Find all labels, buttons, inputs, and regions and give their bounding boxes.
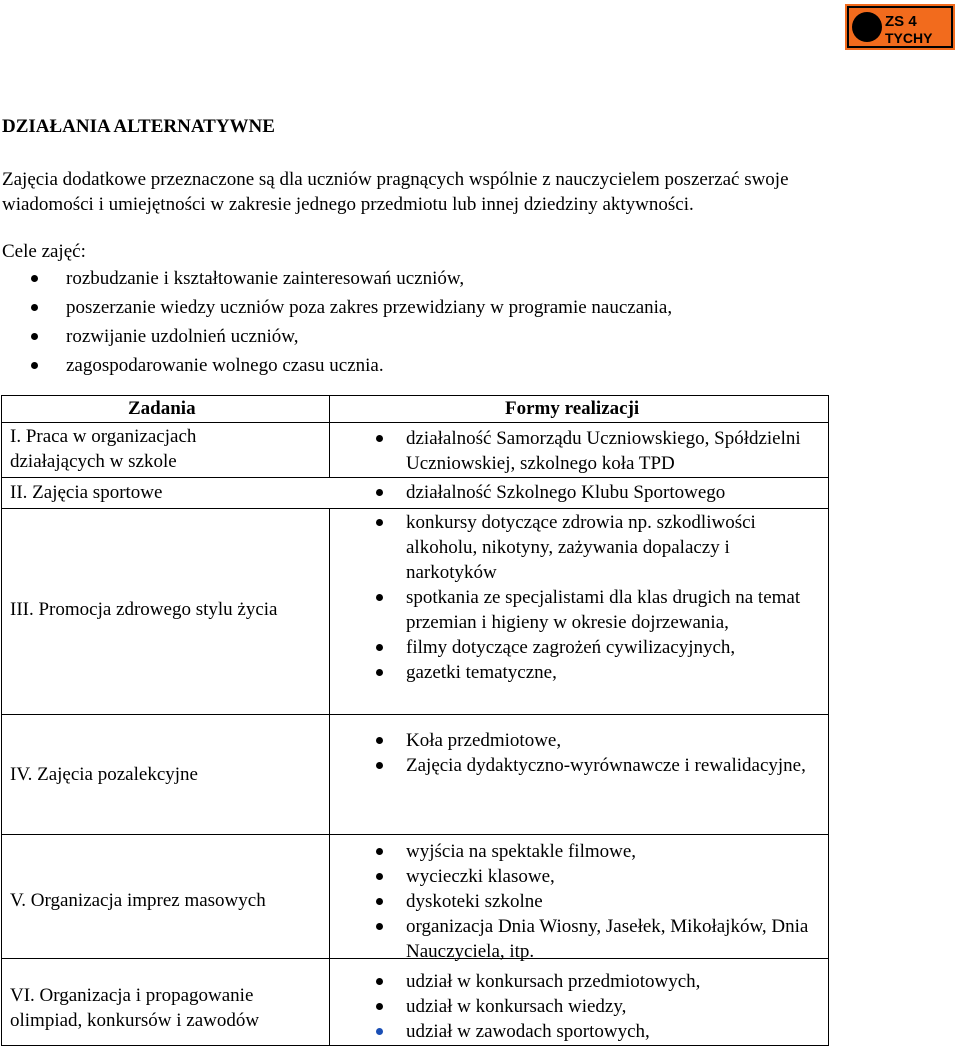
goal-item: poszerzanie wiedzy uczniów poza zakres przewidziany w programie nauczania, (0, 293, 672, 322)
school-logo (845, 4, 955, 50)
task-cell: II. Zajęcia sportowe (10, 482, 163, 503)
bullet-icon (376, 978, 383, 985)
form-item: działalność Szkolnego Klubu Sportowego (370, 480, 820, 505)
row-divider (2, 714, 828, 715)
form-item: dyskoteki szkolne (370, 889, 820, 914)
forms-list (370, 728, 810, 778)
goals-title: Cele zajęć: (2, 241, 86, 262)
goal-item: rozwijanie uzdolnień uczniów, (0, 322, 672, 351)
bullet-icon (376, 435, 383, 442)
col-divider (329, 508, 330, 1046)
task-cell: VI. Organizacja i propagowanie olimpiad, konkursów i zawodów (10, 985, 260, 1031)
form-item: spotkania ze specjalistami dla klas drugich na temat przemian i higieny w okresie dojrzewania, (370, 585, 810, 635)
goal-item: zagospodarowanie wolnego czasu ucznia. (0, 351, 672, 380)
bullet-icon (376, 873, 383, 880)
bullet-icon (376, 644, 383, 651)
bullet-icon (376, 737, 383, 744)
logo-text-top: ZS 4 (885, 13, 917, 30)
bullet-icon (31, 304, 38, 311)
forms-list (370, 510, 810, 685)
task-cell: IV. Zajęcia pozalekcyjne (10, 764, 198, 785)
logo-text-bottom: TYCHY (885, 30, 933, 46)
goal-item: rozbudzanie i kształtowanie zainteresowań uczniów, (0, 264, 672, 293)
form-item: wyjścia na spektakle filmowe, (370, 839, 820, 864)
bullet-icon (31, 275, 38, 282)
row-divider (2, 422, 828, 423)
tasks-table (1, 395, 829, 1046)
bullet-icon (376, 848, 383, 855)
bullet-icon (31, 362, 38, 369)
form-item: wycieczki klasowe, (370, 864, 820, 889)
form-item: udział w zawodach sportowych, (370, 1019, 820, 1044)
forms-list (370, 839, 820, 964)
row-divider (2, 508, 828, 509)
bullet-icon (376, 762, 383, 769)
form-item: udział w konkursach przedmiotowych, (370, 969, 820, 994)
bullet-icon (376, 519, 383, 526)
forms-list (370, 426, 820, 476)
intro-paragraph: Zajęcia dodatkowe przeznaczone są dla uczniów pragnących wspólnie z nauczycielem poszerzać swoje wiadomości i umiejętności w zakresie jednego przedmiotu lub innej dziedziny aktywności. (2, 169, 789, 215)
form-item: Koła przedmiotowe, (370, 728, 810, 753)
row-divider (2, 477, 828, 478)
bullet-icon (376, 669, 383, 676)
form-item: filmy dotyczące zagrożeń cywilizacyjnych, (370, 635, 810, 660)
form-item: Zajęcia dydaktyczno-wyrównawcze i rewalidacyjne, (370, 753, 810, 778)
page-heading: DZIAŁANIA ALTERNATYWNE (2, 116, 275, 137)
task-cell: III. Promocja zdrowego stylu życia (10, 599, 278, 620)
bullet-icon (376, 1028, 383, 1035)
bullet-icon (376, 594, 383, 601)
header-formy: Formy realizacji (505, 398, 640, 419)
forms-list (370, 480, 820, 505)
form-item: organizacja Dnia Wiosny, Jasełek, Mikołajków, Dnia Nauczyciela, itp. (370, 914, 820, 964)
bullet-icon (376, 923, 383, 930)
header-zadania: Zadania (128, 398, 196, 419)
form-item: gazetki tematyczne, (370, 660, 810, 685)
forms-list (370, 969, 820, 1044)
form-item: udział w konkursach wiedzy, (370, 994, 820, 1019)
row-divider (2, 834, 828, 835)
bullet-icon (376, 489, 383, 496)
bullet-icon (31, 333, 38, 340)
task-cell: V. Organizacja imprez masowych (10, 890, 266, 911)
goals-list (0, 264, 672, 380)
form-item: działalność Samorządu Uczniowskiego, Spółdzielni Uczniowskiej, szkolnego koła TPD (370, 426, 820, 476)
form-item: konkursy dotyczące zdrowia np. szkodliwości alkoholu, nikotyny, zażywania dopalaczy i narkotyków (370, 510, 810, 585)
bullet-icon (376, 898, 383, 905)
col-divider (329, 396, 330, 478)
task-cell: I. Praca w organizacjach działających w szkole (10, 426, 197, 472)
bullet-icon (376, 1003, 383, 1010)
